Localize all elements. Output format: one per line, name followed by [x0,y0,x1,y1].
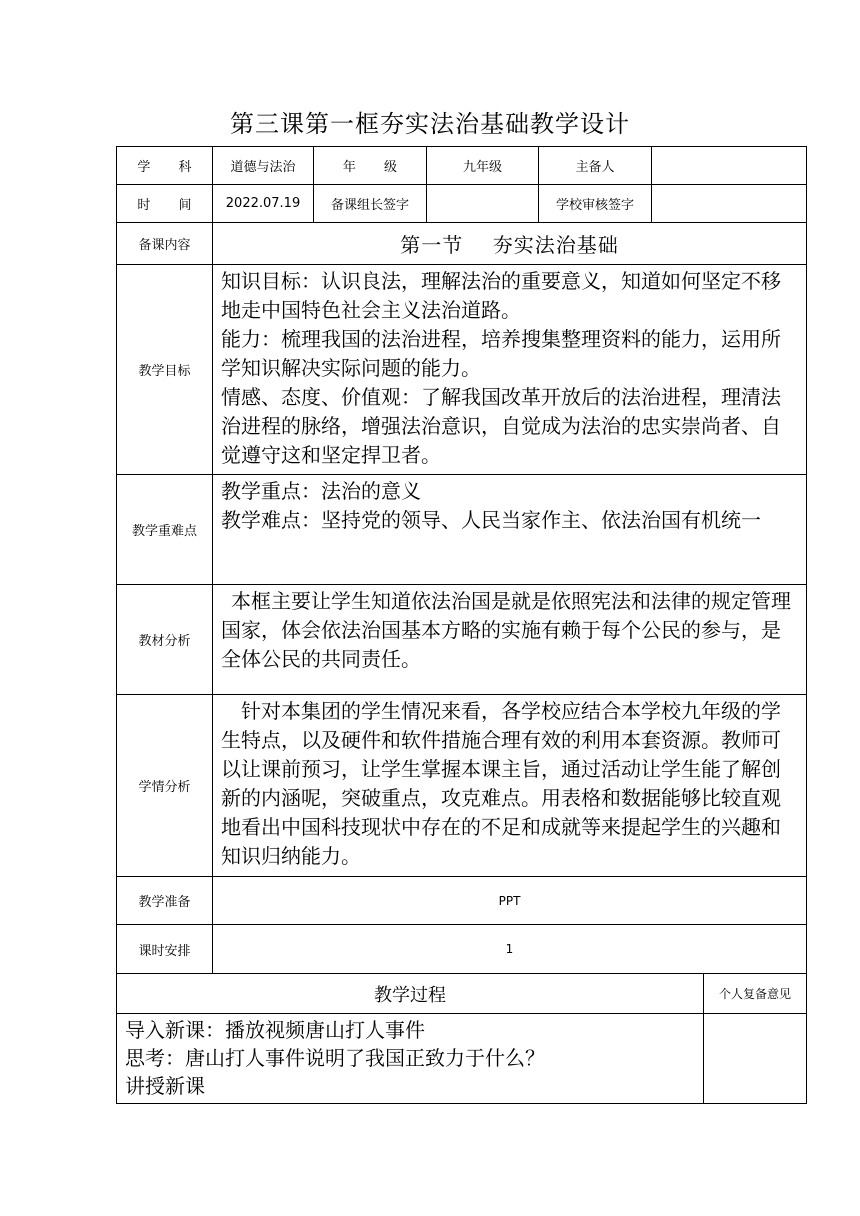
grade-label: 年 级 [314,147,427,185]
process-header-row [117,974,807,1014]
school-sign-value [652,185,807,223]
grade-value: 九年级 [427,147,539,185]
school-sign-label: 学校审核签字 [539,185,652,223]
objective-ability: 能力：梳理我国的法治进程，培养搜集整理资料的能力，运用所学知识解决实际问题的能力。 [221,327,781,380]
objectives-content [213,265,807,475]
preparation-label: 教学准备 [117,877,213,925]
objective-knowledge: 知识目标：认识良法，理解法治的重要意义，知道如何坚定不移地走中国特色社会主义法治道路。 [221,269,781,322]
personal-opinion-cell [704,1014,807,1104]
student-analysis-label: 学情分析 [117,695,213,877]
objectives-row [117,265,807,475]
process-content-row [117,1014,807,1104]
content-value: 第一节 夯实法治基础 [213,223,807,265]
subject-value: 道德与法治 [213,147,314,185]
lesson-plan-table [116,146,807,974]
leader-sign-label: 备课组长签字 [314,185,427,223]
process-new-lesson: 讲授新课 [125,1074,205,1098]
student-analysis-content [213,695,807,877]
process-table [116,973,807,1104]
material-analysis-text: 本框主要让学生知道依法治国是就是依照宪法和法律的规定管理国家，体会依法治国基本方略的实施有赖于每个公民的参与，是全体公民的共同责任。 [221,589,791,671]
time-label: 时 间 [117,185,213,223]
content-label: 备课内容 [117,223,213,265]
time-value: 2022.07.19 [213,185,314,223]
objective-emotion: 情感、态度、价值观：了解我国改革开放后的法治进程，理清法治进程的脉络，增强法治意识，自觉成为法治的忠实崇尚者、自觉遵守这和坚定捍卫者。 [221,385,781,467]
schedule-label: 课时安排 [117,925,213,974]
personal-opinion-header: 个人复备意见 [704,974,807,1014]
key-points-row [117,475,807,585]
process-content [117,1014,704,1104]
preparation-row [117,877,807,925]
time-row [117,185,807,223]
key-points-label: 教学重难点 [117,475,213,585]
document-title: 第三课第一框夯实法治基础教学设计 [230,110,630,138]
schedule-value: 1 [213,925,807,974]
objectives-label: 教学目标 [117,265,213,475]
schedule-row [117,925,807,974]
student-analysis-text: 针对本集团的学生情况来看，各学校应结合本学校九年级的学生特点，以及硬件和软件措施合理有效的利用本套资源。教师可以让课前预习，让学生掌握本课主旨，通过活动让学生能了解创新的内涵呢，突破重点，攻克难点。用表格和数据能够比较直观地看出中国科技现状中存在的不足和成就等来提起学生的兴趣和知识归纳能力。 [221,699,781,868]
key-points-content [213,475,807,585]
key-point-difficulty: 教学难点：坚持党的领导、人民当家作主、依法治国有机统一 [221,508,761,532]
leader-sign-value [427,185,539,223]
process-question: 思考：唐山打人事件说明了我国正致力于什么？ [125,1046,545,1070]
preparer-label: 主备人 [539,147,652,185]
material-analysis-label: 教材分析 [117,585,213,695]
content-row [117,223,807,265]
key-point-focus: 教学重点：法治的意义 [221,479,421,503]
material-analysis-content [213,585,807,695]
process-header: 教学过程 [117,974,704,1014]
subject-row [117,147,807,185]
subject-label: 学 科 [117,147,213,185]
material-analysis-row [117,585,807,695]
preparation-value: PPT [213,877,807,925]
preparer-value [652,147,807,185]
process-intro: 导入新课：播放视频唐山打人事件 [125,1018,425,1042]
student-analysis-row [117,695,807,877]
